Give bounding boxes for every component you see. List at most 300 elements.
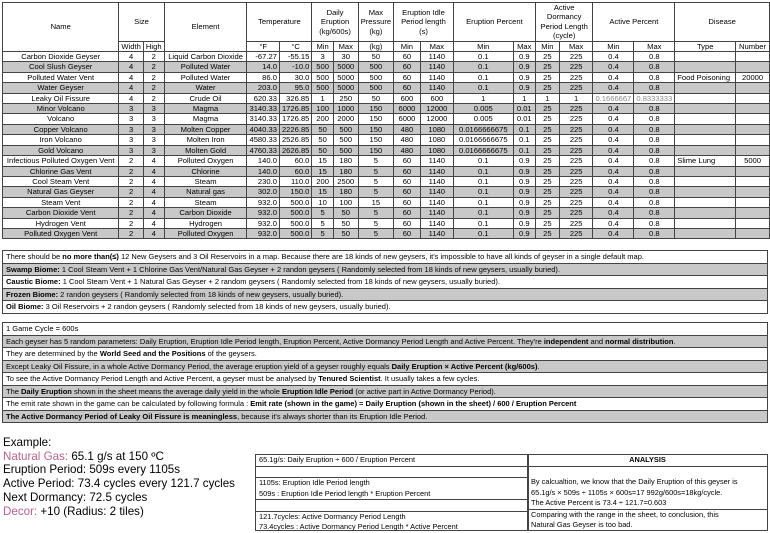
header-min: Min [312, 41, 333, 51]
cell-temp-c: 150.0 [279, 187, 311, 197]
cell-disease-type [675, 135, 736, 145]
cell-daily-min: 10 [312, 197, 333, 207]
header-celsius: °C [279, 41, 311, 51]
cell-disease-type [675, 83, 736, 93]
cell-disease-type [675, 93, 736, 103]
cell-width: 2 [119, 156, 143, 166]
cell-temp-f: 4580.33 [247, 135, 279, 145]
cell-active-pct-max: 0.8 [634, 52, 675, 62]
note-daily: The Daily Eruption shown in the sheet means the average daily yield in the whole Eruption Idle Period (or active part in Active Dormancy Period). [3, 386, 767, 399]
cell-element: Molten Iron [164, 135, 247, 145]
cell-dormancy-min: 25 [535, 208, 559, 218]
cell-dormancy-max: 225 [559, 135, 593, 145]
cell-disease-number [736, 62, 770, 72]
cell-active-pct-max: 0.8 [634, 218, 675, 228]
cell-active-pct-max: 0.8 [634, 83, 675, 93]
cell-idle-max: 1080 [420, 124, 453, 134]
table-row [3, 52, 770, 62]
cell-name: Chlorine Gas Vent [3, 166, 119, 176]
cell-pressure: 5 [358, 176, 393, 186]
cell-dormancy-max: 225 [559, 197, 593, 207]
cell-name: Cool Steam Vent [3, 176, 119, 186]
cell-pressure: 500 [358, 72, 393, 82]
cell-daily-min: 500 [312, 83, 333, 93]
cell-disease-number [736, 83, 770, 93]
cell-temp-f: 620.33 [247, 93, 279, 103]
cell-daily-min: 50 [312, 135, 333, 145]
cell-daily-max: 500 [333, 135, 358, 145]
biome-intro: There should be no more than(≤) 12 New Geysers and 3 Oil Reservoirs in a map. Because there are 18 kinds of new geysers, it's impossible to have all kinds of geyser in a single default map. [3, 251, 767, 264]
cell-disease-number [736, 145, 770, 155]
analysis-line: Natural Gas Geyser is too bad. [531, 520, 633, 529]
cell-idle-min: 600 [394, 93, 421, 103]
cell-dormancy-max: 225 [559, 62, 593, 72]
cell-pressure: 50 [358, 52, 393, 62]
geyser-table [2, 2, 770, 239]
cell-idle-max: 1080 [420, 145, 453, 155]
cell-active-pct-min: 0.4 [593, 114, 634, 124]
cell-daily-max: 2000 [333, 114, 358, 124]
cell-active-pct-max: 0.8 [634, 145, 675, 155]
cell-idle-max: 12000 [420, 104, 453, 114]
analysis-line: The Active Percent is 73.4 ÷ 121.7=0.603 [528, 498, 767, 510]
cell-idle-min: 60 [394, 187, 421, 197]
cell-eruption-pct-min: 0.1 [453, 208, 513, 218]
cell-disease-number: 5000 [736, 156, 770, 166]
cell-idle-min: 60 [394, 83, 421, 93]
cell-dormancy-min: 25 [535, 124, 559, 134]
cell-high: 3 [143, 124, 164, 134]
cell-pressure: 150 [358, 135, 393, 145]
cell-eruption-pct-min: 0.1 [453, 166, 513, 176]
cell-temp-f: 203.0 [247, 83, 279, 93]
cell-daily-min: 15 [312, 156, 333, 166]
cell-name: Minor Volcano [3, 104, 119, 114]
cell-idle-max: 1140 [420, 197, 453, 207]
cell-dormancy-min: 25 [535, 62, 559, 72]
cell-pressure: 5 [358, 187, 393, 197]
cell-daily-max: 30 [333, 52, 358, 62]
cell-idle-min: 480 [394, 135, 421, 145]
cell-active-pct-min: 0.4 [593, 145, 634, 155]
header-fahrenheit: °F [247, 41, 279, 51]
cell-active-pct-max: 0.8 [634, 176, 675, 186]
cell-high: 2 [143, 62, 164, 72]
cell-eruption-pct-max: 0.9 [513, 62, 535, 72]
cell-daily-min: 100 [312, 104, 333, 114]
cell-eruption-pct-min: 0.0166666675 [453, 124, 513, 134]
header-pressure-unit: (kg) [358, 41, 393, 51]
cell-disease-type [675, 218, 736, 228]
cell-disease-type [675, 104, 736, 114]
table-row [3, 208, 770, 218]
cell-active-pct-max: 0.8 [634, 72, 675, 82]
cell-temp-f: 230.0 [247, 176, 279, 186]
cell-element: Carbon Dioxide [164, 208, 247, 218]
cell-idle-max: 600 [420, 93, 453, 103]
cell-temp-f: -67.27 [247, 52, 279, 62]
cell-name: Carbon Dioxide Geyser [3, 52, 119, 62]
cell-eruption-pct-min: 0.1 [453, 52, 513, 62]
cell-high: 4 [143, 197, 164, 207]
cell-dormancy-min: 25 [535, 156, 559, 166]
cell-name: Water Geyser [3, 83, 119, 93]
example-title: Example: [3, 436, 52, 449]
cell-idle-min: 6000 [394, 104, 421, 114]
formula-idle: 1105s: Eruption Idle Period length [259, 478, 370, 487]
cell-pressure: 500 [358, 83, 393, 93]
cell-element: Crude Oil [164, 93, 247, 103]
cell-eruption-pct-max: 0.9 [513, 197, 535, 207]
cell-name: Polluted Oxygen Vent [3, 228, 119, 238]
cell-dormancy-max: 225 [559, 114, 593, 124]
cell-temp-c: 2626.85 [279, 145, 311, 155]
cell-temp-f: 932.0 [247, 208, 279, 218]
cell-name: Carbon Dioxide Vent [3, 208, 119, 218]
cell-idle-min: 60 [394, 156, 421, 166]
caustic-biome: Caustic Biome: 1 Cool Steam Vent + 1 Natural Gas Geyser + 2 random geysers ( Randomly selected from 18 kinds of new geysers, usually buried). [3, 276, 767, 289]
cell-eruption-pct-min: 0.005 [453, 114, 513, 124]
cell-temp-c: 30.0 [279, 72, 311, 82]
cell-idle-max: 1140 [420, 166, 453, 176]
cell-pressure: 150 [358, 104, 393, 114]
cell-daily-min: 15 [312, 187, 333, 197]
cell-pressure: 5 [358, 166, 393, 176]
cell-dormancy-min: 25 [535, 197, 559, 207]
example-next-dormancy: Next Dormancy: 72.5 cycles [3, 490, 148, 504]
cell-dormancy-min: 1 [535, 93, 559, 103]
example-active-period: Active Period: 73.4 cycles every 121.7 cycles [3, 477, 235, 491]
cell-idle-max: 1140 [420, 218, 453, 228]
cell-name: Natural Gas Geyser [3, 187, 119, 197]
cell-eruption-pct-min: 0.1 [453, 176, 513, 186]
cell-active-pct-min: 0.4 [593, 228, 634, 238]
cell-eruption-pct-max: 0.01 [513, 104, 535, 114]
cell-disease-number [736, 176, 770, 186]
cell-dormancy-max: 225 [559, 187, 593, 197]
formula-dormancy: 121.7cycles: Active Dormancy Period Length [259, 511, 406, 521]
biome-notes [2, 250, 768, 314]
cell-active-pct-max: 0.8 [634, 197, 675, 207]
cell-pressure: 150 [358, 124, 393, 134]
cell-width: 4 [119, 52, 143, 62]
cell-idle-min: 60 [394, 176, 421, 186]
cell-active-pct-min: 0.4 [593, 104, 634, 114]
cell-width: 2 [119, 208, 143, 218]
cell-disease-type [675, 114, 736, 124]
header-max: Max [513, 41, 535, 51]
header-idle-period: Eruption Idle Period length (s) [394, 3, 454, 42]
cell-dormancy-min: 25 [535, 176, 559, 186]
cell-daily-min: 1 [312, 93, 333, 103]
cell-temp-c: 1726.85 [279, 114, 311, 124]
cell-idle-max: 1140 [420, 52, 453, 62]
cell-name: Gold Volcano [3, 145, 119, 155]
cell-disease-type [675, 62, 736, 72]
cell-daily-max: 180 [333, 187, 358, 197]
frozen-biome: Frozen Biome: 2 randon geysers ( Randomly selected from 18 kinds of new geysers, usually buried). [3, 289, 767, 302]
note-params: Each geyser has 5 random parameters: Daily Eruption, Eruption Idle Period length, Eruption Percent, Active Dormancy Period Length and Active Percent. They're independent and normal distribution. [3, 336, 767, 349]
table-row [3, 124, 770, 134]
header-max: Max [420, 41, 453, 51]
cell-element: Magma [164, 104, 247, 114]
cell-active-pct-min: 0.4 [593, 166, 634, 176]
cell-dormancy-min: 25 [535, 104, 559, 114]
cell-daily-max: 500 [333, 145, 358, 155]
cell-high: 3 [143, 114, 164, 124]
header-disease: Disease [675, 3, 770, 42]
cell-idle-min: 60 [394, 52, 421, 62]
oil-biome: Oil Biome: 3 Oil Reservoirs + 2 randon geysers ( Randomly selected from 18 kinds of new geysers, usually buried). [6, 302, 391, 311]
cell-element: Liquid Carbon Dioxide [164, 52, 247, 62]
cell-temp-c: 1726.85 [279, 104, 311, 114]
cell-dormancy-max: 225 [559, 72, 593, 82]
header-high: High [143, 41, 164, 51]
formula-gap [256, 500, 528, 512]
cell-eruption-pct-max: 0.9 [513, 208, 535, 218]
note-except: Except Leaky Oil Fissure, in a whole Active Dormancy Period, the average eruption yield of a geyser roughly equals Daily Eruption × Active Percent (kg/600s). [3, 361, 767, 374]
cell-daily-max: 180 [333, 166, 358, 176]
cell-daily-max: 1000 [333, 104, 358, 114]
cell-eruption-pct-min: 0.0166666675 [453, 135, 513, 145]
cell-active-pct-min: 0.4 [593, 197, 634, 207]
note-formula: The emit rate shown in the game can be calculated by following formula : Emit rate (shown in the game) = Daily Eruption (shown in the sheet) / 600 / Eruption Percent [3, 398, 767, 411]
header-type: Type [675, 41, 736, 51]
cell-dormancy-max: 225 [559, 228, 593, 238]
cell-dormancy-min: 25 [535, 187, 559, 197]
cell-daily-max: 180 [333, 156, 358, 166]
header-max: Max [634, 41, 675, 51]
cell-dormancy-min: 25 [535, 218, 559, 228]
cell-high: 4 [143, 156, 164, 166]
cell-high: 4 [143, 176, 164, 186]
cell-name: Hydrogen Vent [3, 218, 119, 228]
cell-daily-min: 15 [312, 166, 333, 176]
cell-temp-f: 4760.33 [247, 145, 279, 155]
cell-eruption-pct-max: 0.9 [513, 166, 535, 176]
cell-eruption-pct-min: 1 [453, 93, 513, 103]
example-natural-gas: Natural Gas: 65.1 g/s at 150 ºC [3, 449, 164, 463]
cell-pressure: 5 [358, 228, 393, 238]
cell-high: 2 [143, 52, 164, 62]
note-tenured: To see the Active Dormancy Period Length and Active Percent, a geyser must be analysed by Tenured Scientist. It usually takes a few cycles. [3, 373, 767, 386]
cell-eruption-pct-max: 0.9 [513, 156, 535, 166]
cell-daily-max: 5000 [333, 62, 358, 72]
cell-eruption-pct-min: 0.1 [453, 72, 513, 82]
cell-eruption-pct-max: 0.9 [513, 83, 535, 93]
table-row [3, 228, 770, 238]
cell-eruption-pct-max: 0.9 [513, 52, 535, 62]
cell-daily-min: 5 [312, 218, 333, 228]
cell-eruption-pct-min: 0.005 [453, 104, 513, 114]
cell-temp-c: 500.0 [279, 218, 311, 228]
cell-disease-type [675, 176, 736, 186]
header-number: Number [736, 41, 770, 51]
cell-disease-number [736, 52, 770, 62]
cell-daily-min: 3 [312, 52, 333, 62]
example-decor: Decor: +10 (Radius: 2 tiles) [3, 504, 144, 518]
cell-active-pct-max: 0.8 [634, 62, 675, 72]
cell-eruption-pct-min: 0.1 [453, 197, 513, 207]
cell-disease-type [675, 52, 736, 62]
cell-width: 2 [119, 228, 143, 238]
cell-eruption-pct-max: 0.9 [513, 72, 535, 82]
header-min: Min [453, 41, 513, 51]
header-max-pressure: Max Pressure (kg) [358, 3, 393, 42]
cell-temp-c: 110.0 [279, 176, 311, 186]
cell-element: Molten Copper [164, 124, 247, 134]
cell-high: 4 [143, 166, 164, 176]
table-row [3, 156, 770, 166]
table-row [3, 197, 770, 207]
cell-pressure: 5 [358, 156, 393, 166]
cell-active-pct-max: 0.8 [634, 166, 675, 176]
cell-disease-number [736, 93, 770, 103]
cell-dormancy-min: 25 [535, 135, 559, 145]
table-row [3, 83, 770, 93]
cell-temp-c: 500.0 [279, 208, 311, 218]
cell-temp-f: 932.0 [247, 228, 279, 238]
table-row [3, 166, 770, 176]
header-temperature: Temperature [247, 3, 312, 42]
cell-daily-max: 5000 [333, 83, 358, 93]
cell-active-pct-max: 0.8 [634, 156, 675, 166]
cell-daily-min: 5 [312, 208, 333, 218]
cell-temp-f: 302.0 [247, 187, 279, 197]
cell-width: 3 [119, 114, 143, 124]
cell-dormancy-min: 25 [535, 145, 559, 155]
cell-width: 3 [119, 104, 143, 114]
table-row [3, 135, 770, 145]
cell-dormancy-max: 225 [559, 52, 593, 62]
cell-width: 2 [119, 187, 143, 197]
header-min: Min [535, 41, 559, 51]
cell-width: 2 [119, 166, 143, 176]
cell-name: Iron Volcano [3, 135, 119, 145]
cell-idle-min: 60 [394, 218, 421, 228]
cell-idle-max: 1140 [420, 62, 453, 72]
cell-high: 4 [143, 218, 164, 228]
note-seed: They are determined by the World Seed and the Positions of the geysers. [3, 348, 767, 361]
cell-pressure: 500 [358, 62, 393, 72]
cell-eruption-pct-min: 0.1 [453, 218, 513, 228]
cell-temp-f: 932.0 [247, 197, 279, 207]
cell-daily-max: 2500 [333, 176, 358, 186]
cell-daily-max: 50 [333, 218, 358, 228]
cell-element: Polluted Oxygen [164, 156, 247, 166]
table-row [3, 114, 770, 124]
cell-disease-type [675, 208, 736, 218]
cell-high: 2 [143, 83, 164, 93]
swamp-biome: Swamp Biome: 1 Cool Steam Vent + 1 Chlorine Gas Vent/Natural Gas Geyser + 2 randon geysers ( Randomly selected from 18 kinds of new geysers, usually buried). [3, 264, 767, 277]
cell-pressure: 50 [358, 93, 393, 103]
header-max: Max [333, 41, 358, 51]
cell-active-pct-max: 0.8 [634, 228, 675, 238]
table-row [3, 62, 770, 72]
cell-active-pct-min: 0.4 [593, 135, 634, 145]
cell-temp-c: 326.85 [279, 93, 311, 103]
cell-idle-max: 1140 [420, 187, 453, 197]
analysis-box [527, 454, 768, 531]
cell-daily-max: 50 [333, 208, 358, 218]
cell-daily-max: 500 [333, 124, 358, 134]
header-eruption-percent: Eruption Percent [453, 3, 535, 42]
cell-high: 2 [143, 93, 164, 103]
cell-dormancy-max: 225 [559, 156, 593, 166]
cell-temp-f: 3140.33 [247, 104, 279, 114]
cell-element: Natural gas [164, 187, 247, 197]
cell-daily-max: 50 [333, 228, 358, 238]
cell-element: Hydrogen [164, 218, 247, 228]
cell-temp-c: 60.0 [279, 156, 311, 166]
cell-element: Steam [164, 197, 247, 207]
cell-active-pct-min: 0.4 [593, 208, 634, 218]
table-row [3, 104, 770, 114]
cell-active-pct-min: 0.4 [593, 124, 634, 134]
cell-dormancy-max: 225 [559, 166, 593, 176]
formula-gap [256, 467, 528, 479]
cell-disease-number [736, 166, 770, 176]
cell-active-pct-max: 0.8 [634, 187, 675, 197]
cell-daily-min: 500 [312, 72, 333, 82]
cell-width: 4 [119, 83, 143, 93]
general-notes [2, 322, 768, 423]
cell-disease-type: Slime Lung [675, 156, 736, 166]
cell-temp-f: 140.0 [247, 166, 279, 176]
cell-high: 3 [143, 104, 164, 114]
cell-pressure: 15 [358, 197, 393, 207]
header-active-dormancy: Active Dormancy Period Length (cycle) [535, 3, 593, 42]
cell-idle-min: 60 [394, 197, 421, 207]
formula-active: 73.4cycles : Active Dormancy Period Length * Active Percent [259, 522, 458, 531]
cell-temp-c: 95.0 [279, 83, 311, 93]
cell-width: 4 [119, 93, 143, 103]
cell-name: Leaky Oil Fissure [3, 93, 119, 103]
cell-temp-c: 60.0 [279, 166, 311, 176]
cell-temp-c: 2526.85 [279, 135, 311, 145]
cell-idle-max: 1140 [420, 176, 453, 186]
cell-active-pct-max: 0.8 [634, 104, 675, 114]
cell-pressure: 5 [358, 208, 393, 218]
cell-dormancy-min: 25 [535, 83, 559, 93]
cell-temp-f: 932.0 [247, 218, 279, 228]
cell-active-pct-max: 0.8 [634, 124, 675, 134]
cell-idle-max: 1140 [420, 72, 453, 82]
cell-eruption-pct-min: 0.1 [453, 83, 513, 93]
cell-dormancy-max: 225 [559, 176, 593, 186]
cell-daily-max: 100 [333, 197, 358, 207]
cell-idle-min: 60 [394, 228, 421, 238]
cell-active-pct-max: 0.8 [634, 208, 675, 218]
cell-temp-f: 3140.33 [247, 114, 279, 124]
cell-disease-number [736, 197, 770, 207]
cell-active-pct-min: 0.4 [593, 52, 634, 62]
cell-element: Water [164, 83, 247, 93]
cell-daily-min: 50 [312, 145, 333, 155]
cell-element: Chlorine [164, 166, 247, 176]
cell-temp-f: 14.0 [247, 62, 279, 72]
cell-active-pct-max: 0.8333333 [634, 93, 675, 103]
cell-disease-number [736, 218, 770, 228]
cell-eruption-pct-max: 0.9 [513, 228, 535, 238]
cell-idle-min: 60 [394, 62, 421, 72]
cell-idle-max: 12000 [420, 114, 453, 124]
cell-disease-type [675, 197, 736, 207]
analysis-gap [528, 467, 767, 478]
cell-high: 4 [143, 208, 164, 218]
table-row [3, 218, 770, 228]
cell-disease-number [736, 208, 770, 218]
